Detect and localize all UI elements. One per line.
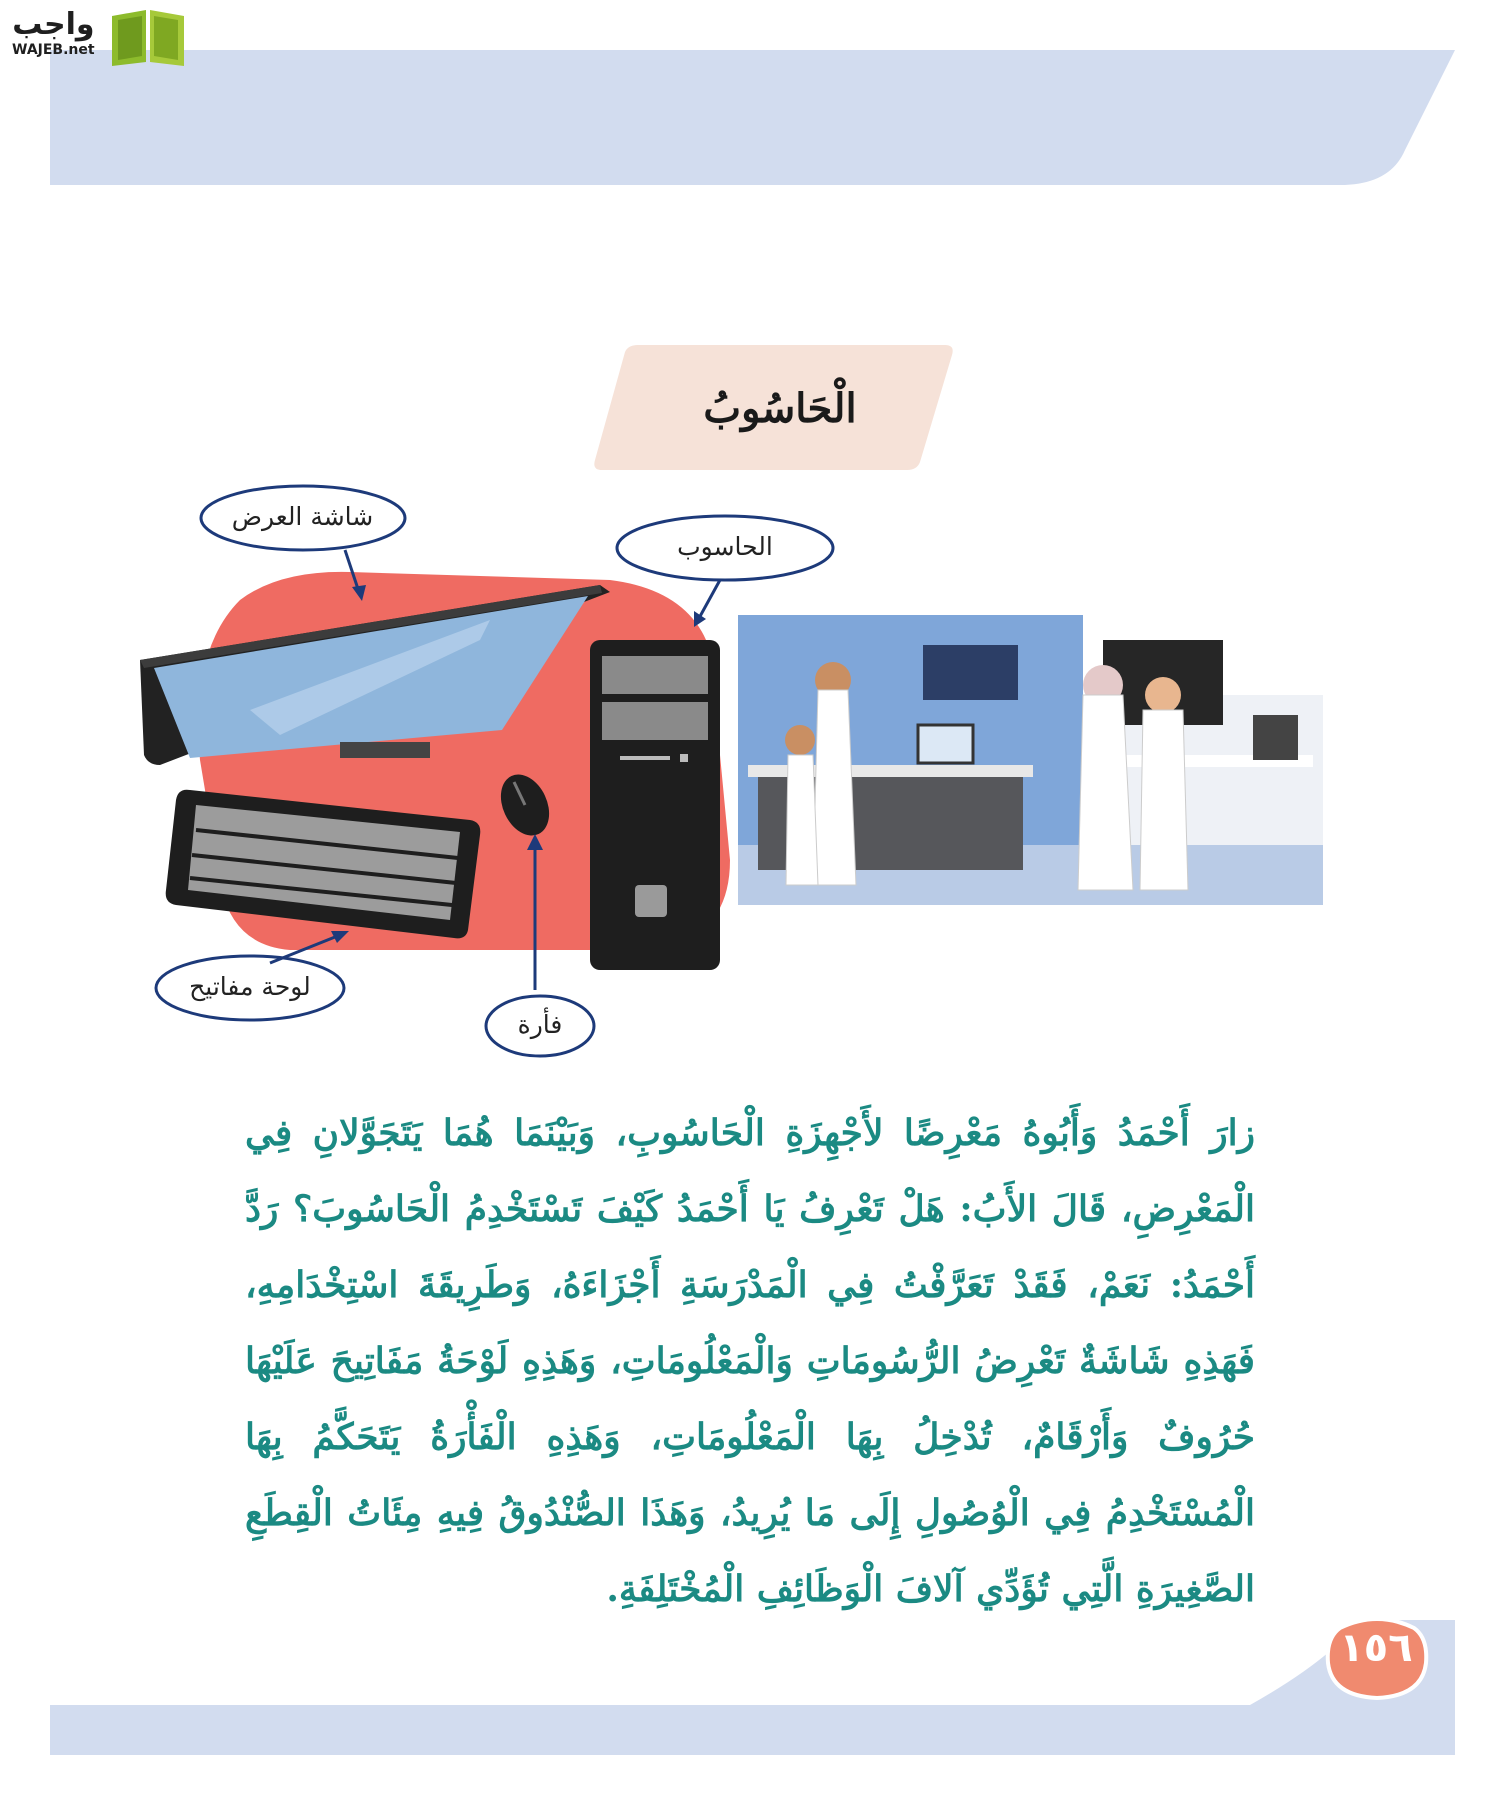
- arrow-keyboard: [265, 925, 355, 970]
- footer-band: [0, 1600, 1500, 1800]
- label-computer: الحاسوب: [677, 532, 773, 561]
- showroom-illustration: [738, 615, 1323, 925]
- arrow-mouse: [520, 830, 550, 995]
- page-number: ١٥٦: [1339, 1625, 1413, 1671]
- arrow-screen: [340, 545, 370, 605]
- label-screen: شاشة العرض: [231, 502, 374, 531]
- label-mouse: فأرة: [517, 1010, 563, 1039]
- logo-latin-text: WAJEB.net: [12, 42, 95, 58]
- computer-illustration: [130, 560, 750, 980]
- story-paragraph: زارَ أَحْمَدُ وَأَبُوهُ مَعْرِضًا لأَجْهِزَةِ الْحَاسُوبِ، وَبَيْنَمَا هُمَا يَتَجَوَّلانِ فِي الْمَعْرِضِ، قَالَ الأَبُ: هَلْ تَعْرِفُ يَا أَحْمَدُ كَيْفَ تَسْتَخْدِمُ الْحَاسُوبَ؟ رَدَّ أَحْمَدُ: نَعَمْ، فَقَدْ تَعَرَّفْتُ فِي الْمَدْرَسَةِ أَجْزَاءَهُ، وَطَرِيقَةَ اسْتِخْدَامِهِ، فَهَذِهِ شَاشَةٌ تَعْرِضُ الرُّسُومَاتِ وَالْمَعْلُومَاتِ، وَهَذِهِ لَوْحَةُ مَفَاتِيحَ عَلَيْهَا حُرُوفٌ وَأَرْقَامٌ، تُدْخِلُ بِهَا الْمَعْلُومَاتِ، وَهَذِهِ الْفَأْرَةُ يَتَحَكَّمُ بِهَا الْمُسْتَخْدِمُ فِي الْوُصُولِ إِلَى مَا يُرِيدُ، وَهَذَا الصُّنْدُوقُ فِيهِ مِئَاتُ الْقِطَعِ الصَّغِيرَةِ الَّتِي تُؤَدِّي آلافَ الْوَظَائِفِ الْمُخْتَلِفَةِ.: [245, 1112, 1255, 1610]
- label-keyboard: لوحة مفاتيح: [189, 972, 311, 1001]
- arrow-computer: [690, 575, 730, 630]
- computer-tower-icon: [590, 640, 720, 970]
- logo-arabic-text: واجب: [12, 7, 95, 42]
- logo: [12, 7, 95, 58]
- lesson-title: الْحَاسُوبُ: [703, 385, 857, 432]
- header-band: [0, 0, 1500, 200]
- book-logo-icon: [108, 6, 188, 66]
